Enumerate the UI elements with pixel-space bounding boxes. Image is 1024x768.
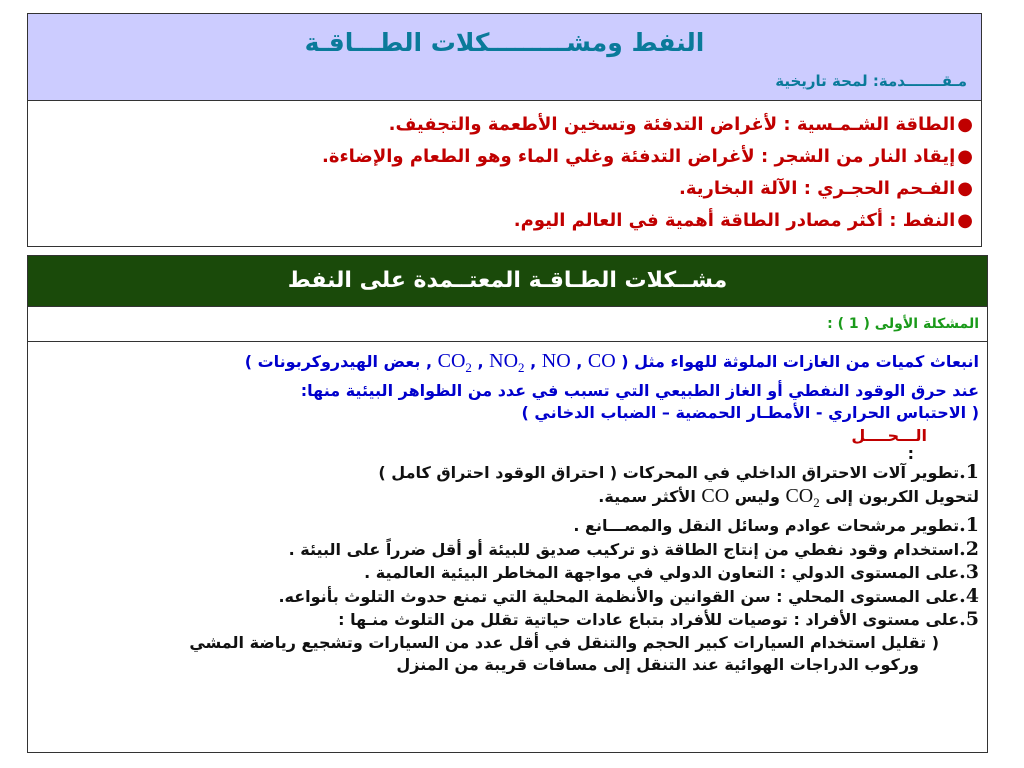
co2-formula [437, 350, 472, 375]
problem-label: المشكلة الأولى ( 1 ) : [28, 307, 987, 342]
co-formula: CO [587, 350, 616, 372]
solution-number: 1. [959, 461, 979, 483]
phenomena-line: ( الاحتباس الحراري - الأمطـار الحمضية – الضباب الدخاني ) [521, 403, 979, 422]
solution-label: الـــحــــل [851, 425, 927, 445]
solution-number: 3. [959, 561, 979, 583]
emissions-suffix: , بعض الهيدروكربونات ) [244, 352, 433, 371]
formula-separator: , [576, 352, 583, 371]
list-item [36, 109, 973, 141]
solution-heading [36, 425, 979, 448]
solution-number: 4. [959, 584, 979, 607]
list-item-text: النفط : أكثر مصادر الطاقة أهمية في العالم اليوم. [513, 210, 956, 231]
intro-subtitle: مـقـــــــدمة: لمحة تاريخية [775, 72, 967, 90]
no2-text: NO [489, 350, 519, 372]
emissions-prefix: انبعاث كميات من الغازات الملوثة للهواء مثل ( [621, 352, 979, 371]
solution-item [36, 514, 979, 538]
energy-history-list [28, 101, 981, 237]
bullet-icon: ● [957, 114, 973, 135]
problem-body [28, 342, 987, 677]
solution-text: الأكثر سمية. [598, 486, 696, 506]
problems-panel [27, 255, 988, 753]
co-formula: CO [701, 484, 730, 507]
bullet-icon: ● [957, 210, 973, 231]
co2-text: CO [785, 484, 814, 507]
intro-header [28, 14, 981, 101]
no2-formula [489, 350, 525, 375]
solution-colon-text: : [907, 444, 914, 463]
solution-number: 5. [959, 608, 979, 630]
solution-number: 1. [959, 514, 979, 536]
solution-item [36, 608, 979, 632]
solution-text: على المستوى المحلي : سن القوانين والأنظمة المحلية التي تمنع حدوث التلوث بأنواعه. [278, 586, 960, 606]
solution-text: على المستوى الدولي : التعاون الدولي في مواجهة المخاطر البيئية العالمية . [364, 563, 960, 582]
bullet-icon: ● [957, 146, 973, 167]
solution-text: لتحويل الكربون إلى [825, 486, 979, 506]
co2-subscript: 2 [813, 494, 820, 510]
list-item-text: الفـحم الحجـري : الآلة البخارية. [679, 178, 956, 199]
solution-item [36, 585, 979, 609]
list-item [36, 141, 973, 173]
list-item [36, 205, 973, 237]
list-item-text: إيقاد النار من الشجر : لأغراض التدفئة وغلي الماء وهو الطعام والإضاءة. [322, 146, 956, 167]
solution-item [36, 538, 979, 562]
solution-text: تطوير مرشحات عوادم وسائل النقل والمصـــانع . [573, 516, 960, 535]
bullet-icon: ● [957, 178, 973, 199]
solution-text: وليس [734, 486, 780, 506]
list-item-text: الطاقة الشـمـسية : لأغراض التدفئة وتسخين الأطعمة والتجفيف. [388, 114, 956, 135]
emissions-line [36, 350, 979, 380]
solution-number: 2. [959, 537, 979, 560]
recommendation-line: ( تقليل استخدام السيارات كبير الحجم والتنقل في أقل عدد من السيارات وتشجيع رياضة المشي [189, 632, 939, 652]
intro-panel [27, 13, 982, 247]
co2-text: CO [437, 350, 466, 372]
recommendation-line: وركوب الدراجات الهوائية عند التنقل إلى مسافات قريبة من المنزل [396, 655, 919, 674]
no2-subscript: 2 [518, 360, 525, 375]
gas-formulas [437, 350, 616, 375]
solution-item [36, 485, 979, 515]
solution-item [36, 561, 979, 585]
formula-separator: , [477, 352, 484, 371]
solution-item [36, 461, 979, 485]
solution-colon [36, 444, 979, 463]
formula-separator: , [530, 352, 537, 371]
burning-line: عند حرق الوقود النفطي أو الغاز الطبيعي التي تسبب في عدد من الظواهر البيئية منها: [300, 380, 979, 400]
page-title: النفط ومشـــــــــكلات الطـــاقـة [304, 28, 705, 57]
solution-text: على مستوى الأفراد : توصيات للأفراد بتباع عادات حياتية تقلل من التلوث منـها : [338, 610, 960, 629]
problems-header: مشــكلات الطـاقـة المعتــمدة على النفط [28, 256, 987, 307]
solution-text: تطوير آلات الاحتراق الداخلي في المحركات ( احتراق الوقود احتراق كامل ) [378, 463, 960, 482]
co2-subscript: 2 [465, 360, 472, 375]
list-item [36, 173, 973, 205]
co2-formula [785, 484, 820, 510]
no-formula: NO [541, 350, 571, 372]
solution-text: استخدام وقود نفطي من إنتاج الطاقة ذو تركيب صديق للبيئة أو أقل ضرراً على البيئة . [288, 539, 960, 559]
